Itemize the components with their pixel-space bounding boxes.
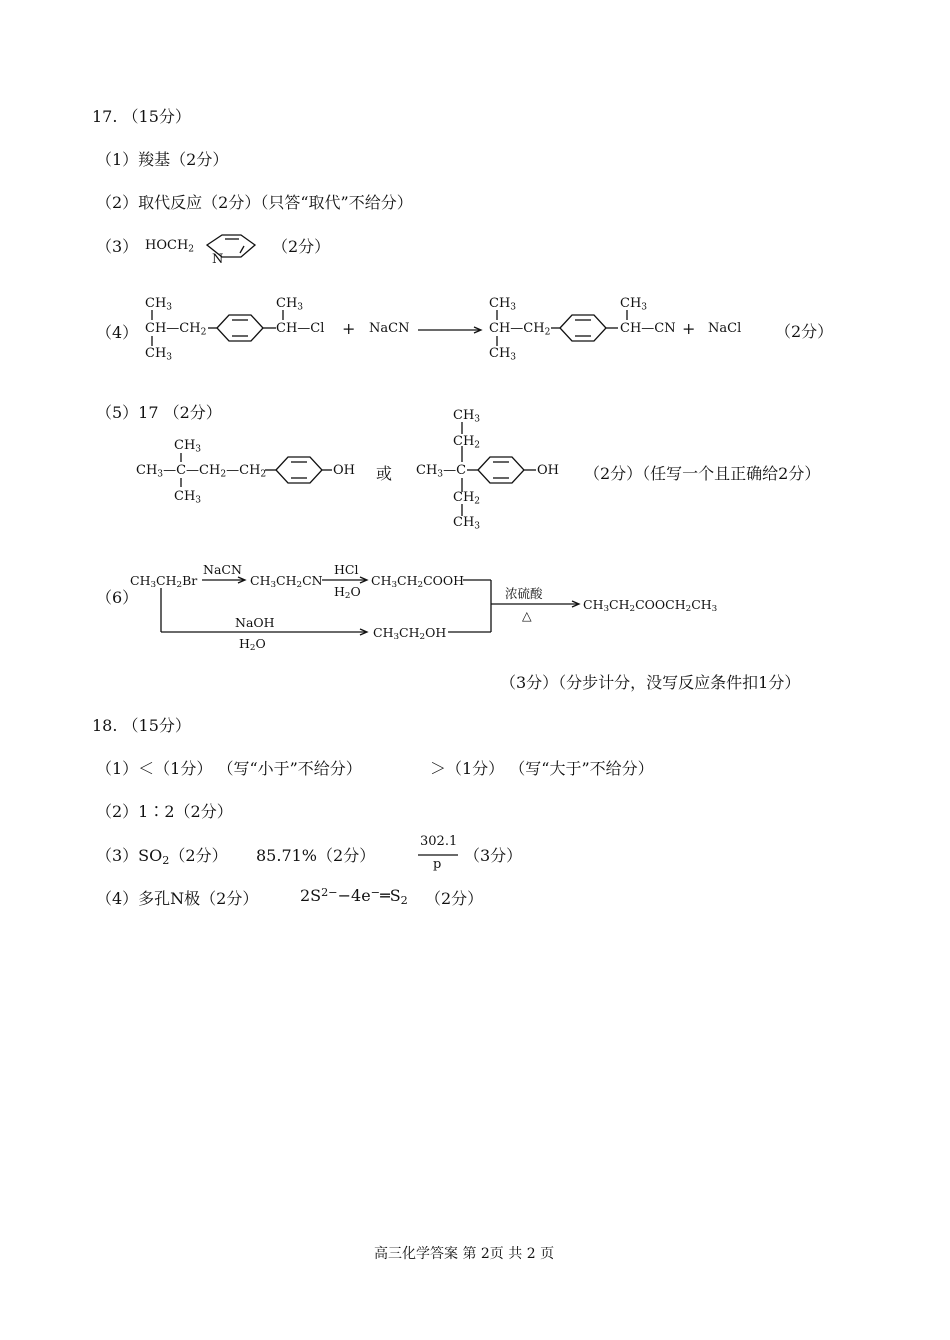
- heat-symbol: △: [522, 608, 532, 623]
- q17-part1: （1）羧基（2分）: [96, 150, 229, 169]
- page-footer: 高三化学答案 第 2页 共 2 页: [374, 1246, 555, 1262]
- propanoic-acid: $CH_3CH_2COOH$: [371, 573, 465, 591]
- ch3-group: $CH_3$: [276, 296, 304, 313]
- neopentyl-chain: $CH_3—C—CH_2—CH_2$: [136, 463, 267, 480]
- pyridine-ring: [207, 235, 255, 257]
- plus-sign: +: [342, 319, 356, 338]
- q18-heading: 18. （15分）: [92, 716, 191, 735]
- q17-part3-hoch2: $HOCH_2$: [145, 238, 195, 255]
- ch3-group: $CH_3$: [174, 438, 202, 455]
- q17-part3-score: （2分）: [272, 237, 331, 256]
- q18-part1a: （1）＜（1分） （写“小于”不给分）: [96, 759, 362, 778]
- ch3-group: $CH_3$: [453, 515, 481, 532]
- benzene-ring: [560, 315, 606, 341]
- benzene-ring: [217, 315, 263, 341]
- isobutyl-chain: $CH—CH_2$: [145, 321, 207, 338]
- benzene-ring: [276, 457, 322, 483]
- q17-part2: （2）取代反应（2分）（只答“取代”不给分）: [96, 193, 413, 212]
- q18-part3a: $(3)SO_2(2$分）: [96, 846, 228, 867]
- bromoethane: $CH_3CH_2Br$: [130, 573, 198, 591]
- electrode-equation: $2S^{2-}-4e^-═S_2$: [300, 885, 408, 907]
- q17-part4-label: （4）: [96, 323, 139, 342]
- or-word: 或: [376, 464, 393, 483]
- q17-part5-label: （5）17 （2分）: [96, 403, 222, 422]
- ch3-group: $CH_3$: [620, 296, 648, 313]
- ethyl-propanoate: $CH_3CH_2COOCH_2CH_3$: [583, 597, 718, 615]
- cyano-group: CH—CN: [620, 321, 676, 336]
- q17-part4-score: （2分）: [775, 322, 834, 341]
- q17-part6-label: （6）: [96, 588, 139, 607]
- fraction-denominator: p: [433, 857, 442, 872]
- quaternary-carbon: $CH_3—C$: [416, 463, 467, 480]
- q18-part2: （2）1∶2（2分）: [96, 802, 233, 821]
- q17-part5-score: （2分）（任写一个且正确给2分）: [584, 464, 821, 483]
- q17-part3-nitrogen: N: [212, 252, 224, 267]
- reagent-hcl: HCl: [334, 562, 359, 577]
- reagent-sulfuric-acid: 浓硫酸: [505, 586, 543, 601]
- q17-part6-score: （3分）（分步计分，没写反应条件扣1分）: [500, 673, 801, 692]
- q17-heading: 17. （15分）: [92, 107, 191, 126]
- ch3-group: $CH_3$: [174, 489, 202, 506]
- hydroxyl-group: OH: [333, 463, 355, 478]
- ch2-group: $CH_2$: [453, 434, 481, 451]
- reagent-nacn: NaCN: [203, 562, 242, 577]
- ch3-group: $CH_3$: [145, 346, 173, 363]
- ethanol: $CH_3CH_2OH$: [373, 625, 447, 643]
- ch3-group: $CH_3$: [489, 296, 517, 313]
- ch3-group: $CH_3$: [489, 346, 517, 363]
- propionitrile: $CH_3CH_2CN$: [250, 573, 323, 591]
- reagent-water: $H_2O$: [239, 636, 266, 654]
- q17-part3-label: （3）: [96, 237, 139, 256]
- q18-part4-score: （2分）: [425, 889, 484, 908]
- q18-part3-score: （3分）: [464, 846, 523, 865]
- ch2-group: $CH_2$: [453, 490, 481, 507]
- hydroxyl-group: OH: [537, 463, 559, 478]
- q18-part1b: ＞（1分） （写“大于”不给分）: [430, 759, 654, 778]
- reagent-naoh: NaOH: [235, 615, 275, 630]
- benzene-ring: [478, 457, 524, 483]
- reagent-nacn: NaCN: [369, 321, 410, 336]
- q18-part4a: （4）多孔N极（2分）: [96, 889, 259, 908]
- q18-part3b: 85.71%（2分）: [256, 846, 376, 865]
- plus-sign: +: [682, 319, 696, 338]
- chloro-group: CH—Cl: [276, 321, 325, 336]
- fraction-numerator: 302.1: [420, 834, 458, 849]
- reagent-water: $H_2O$: [334, 584, 361, 602]
- isobutyl-chain: $CH—CH_2$: [489, 321, 551, 338]
- ch3-group: $CH_3$: [453, 408, 481, 425]
- product-nacl: NaCl: [708, 321, 742, 336]
- ch3-group: $CH_3$: [145, 296, 173, 313]
